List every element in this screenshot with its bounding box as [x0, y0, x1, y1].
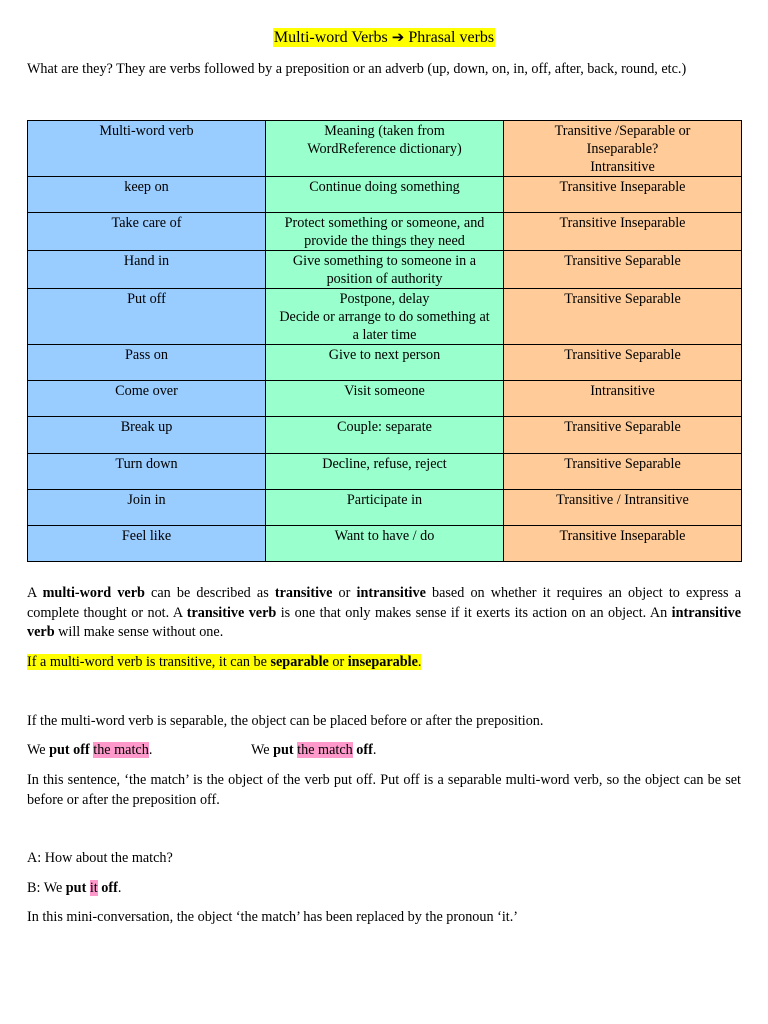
verb-cell-line: Put off [127, 291, 166, 307]
verb-cell-line: Feel like [121, 528, 172, 544]
type-cell-line: Intransitive [590, 383, 655, 399]
meaning-cell-line: position of authority [326, 271, 443, 287]
meaning-cell-line: Visit someone [344, 383, 425, 399]
meaning-cell [266, 417, 504, 454]
pronoun-highlight: it [89, 880, 98, 896]
table-row [28, 490, 742, 526]
rule-highlight: If a multi-word verb is transitive, it can be separable or inseparable. [27, 654, 422, 670]
header-verb-line: Multi-word verb [99, 123, 194, 139]
meaning-cell-line: Couple: separate [337, 419, 432, 435]
rule-paragraph [27, 653, 741, 673]
meaning-cell [266, 177, 504, 213]
example-after: We put the match off. [251, 742, 377, 758]
table-row [28, 454, 742, 490]
type-cell [504, 345, 742, 381]
object-highlight: the match [297, 742, 353, 758]
verb-cell-line: Turn down [115, 456, 178, 472]
meaning-cell-line: Decline, refuse, reject [322, 456, 447, 472]
header-type [504, 121, 742, 177]
meaning-cell-line: Decide or arrange to do something at [279, 309, 490, 325]
meaning-cell [266, 490, 504, 526]
verbs-table [27, 120, 742, 562]
verb-cell [28, 289, 266, 345]
title-right: Phrasal verbs [408, 29, 495, 46]
table-row [28, 251, 742, 289]
verb-cell-line: Take care of [111, 215, 182, 231]
table-row [28, 289, 742, 345]
verb-cell-line: Hand in [123, 253, 170, 269]
table-row [28, 417, 742, 454]
meaning-cell [266, 213, 504, 251]
verb-cell [28, 251, 266, 289]
header-meaning-line: Meaning (taken from [324, 123, 445, 139]
meaning-cell [266, 526, 504, 562]
conclusion-paragraph: In this mini-conversation, the object ‘the match’ has been replaced by the pronoun ‘it.’ [27, 909, 519, 925]
type-cell [504, 381, 742, 417]
meaning-cell-line: provide the things they need [304, 233, 465, 249]
type-cell-line: Transitive Inseparable [559, 179, 686, 195]
verb-cell [28, 454, 266, 490]
page-title [27, 28, 741, 47]
verb-cell-line: Join in [127, 492, 166, 508]
type-cell [504, 490, 742, 526]
type-cell-line: Transitive Separable [564, 419, 681, 435]
meaning-cell-line: a later time [352, 327, 417, 343]
verb-cell [28, 177, 266, 213]
object-highlight: the match [93, 742, 149, 758]
meaning-cell-line: Participate in [346, 492, 423, 508]
type-cell [504, 417, 742, 454]
arrow-icon: ➔ [391, 28, 405, 46]
header-verb [28, 121, 266, 177]
verb-cell [28, 381, 266, 417]
title-highlight [273, 28, 495, 47]
table-row [28, 526, 742, 562]
meaning-cell-line: Give something to someone in a [292, 253, 477, 269]
meaning-cell [266, 381, 504, 417]
type-cell-line: Transitive Separable [564, 253, 681, 269]
verb-cell [28, 526, 266, 562]
meaning-cell [266, 289, 504, 345]
example-before: We put off the match. [27, 742, 153, 758]
verb-cell [28, 345, 266, 381]
verb-cell [28, 417, 266, 454]
type-cell [504, 454, 742, 490]
verb-cell-line: Come over [115, 383, 178, 399]
title-left: Multi-word Verbs [273, 29, 388, 46]
table-row [28, 381, 742, 417]
table-row [28, 213, 742, 251]
type-cell-line: Transitive Separable [564, 347, 681, 363]
header-type-line: Intransitive [590, 159, 655, 175]
type-cell-line: Transitive / Intransitive [556, 492, 689, 508]
meaning-cell [266, 251, 504, 289]
meaning-cell-line: Give to next person [328, 347, 441, 363]
header-meaning-line: WordReference dictionary) [307, 141, 462, 157]
type-cell-line: Transitive Separable [564, 456, 681, 472]
type-cell [504, 213, 742, 251]
intro-text: What are they? They are verbs followed by a preposition or an adverb (up, down, on, in, off, after, back, round, etc.) [27, 61, 687, 77]
verb-cell [28, 213, 266, 251]
dialog-line-b: B: We put it off. [27, 880, 122, 896]
meaning-cell-line: Continue doing something [309, 179, 460, 195]
meaning-cell [266, 345, 504, 381]
separable-intro: If the multi-word verb is separable, the object can be placed before or after the preposition. [27, 713, 544, 729]
table-header-row [28, 121, 742, 177]
meaning-cell [266, 454, 504, 490]
table-row [28, 177, 742, 213]
type-cell [504, 251, 742, 289]
verb-cell-line: keep on [124, 179, 169, 195]
verb-cell-line: Break up [120, 419, 173, 435]
meaning-cell-line: Protect something or someone, and [284, 215, 485, 231]
type-cell [504, 526, 742, 562]
definition-paragraph: A multi-word verb can be described as transitive or intransitive based on whether it requires an object to express a complete thought or not. A transitive verb is one that only makes sense if it exerts its action on an object. An intransitive verb will make sense without one. [27, 585, 741, 640]
type-cell-line: Transitive Inseparable [559, 215, 686, 231]
meaning-cell-line: Postpone, delay [339, 291, 430, 307]
type-cell [504, 289, 742, 345]
type-cell-line: Transitive Separable [564, 291, 681, 307]
header-meaning [266, 121, 504, 177]
type-cell-line: Transitive Inseparable [559, 528, 686, 544]
explanation-paragraph: In this sentence, ‘the match’ is the object of the verb put off. Put off is a separable multi-word verb, so the object can be set before or after the preposition off. [27, 772, 741, 808]
header-type-line: Inseparable? [586, 141, 659, 157]
type-cell [504, 177, 742, 213]
table-row [28, 345, 742, 381]
dialog-line-a: A: How about the match? [27, 850, 173, 866]
header-type-line: Transitive /Separable or [554, 123, 691, 139]
verb-cell-line: Pass on [125, 347, 168, 363]
meaning-cell-line: Want to have / do [334, 528, 435, 544]
verb-cell [28, 490, 266, 526]
